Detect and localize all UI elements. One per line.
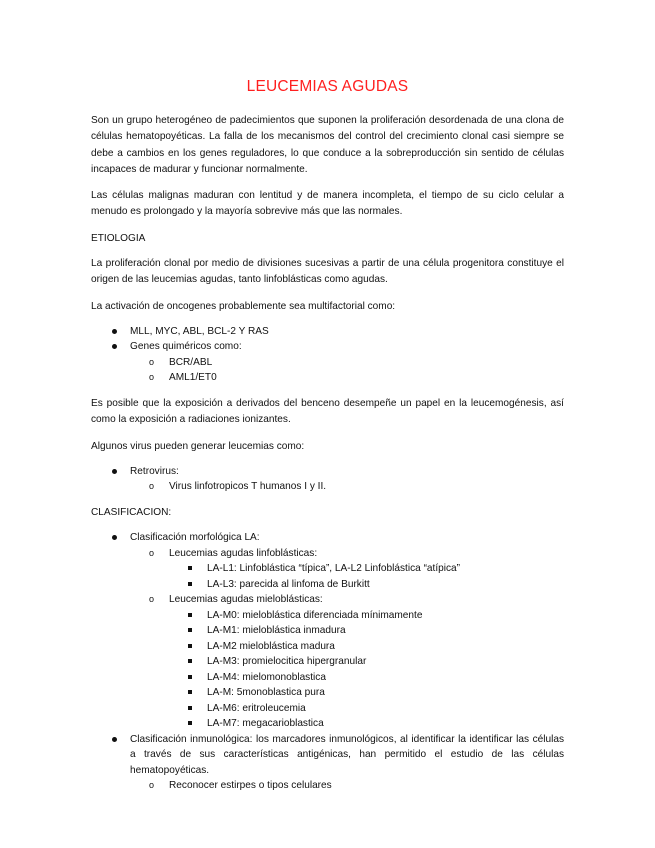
inmunologica-sublist <box>130 778 564 794</box>
list-item: o Virus linfotropicos T humanos I y II. <box>130 479 564 495</box>
list-item: LA-M6: eritroleucemia <box>169 701 564 717</box>
list-item-text: Genes quiméricos como: <box>130 341 242 353</box>
list-item <box>91 530 564 732</box>
list-item <box>91 464 564 495</box>
etiologia-paragraph: La proliferación clonal por medio de divisiones sucesivas a partir de una célula progenitora constituye el origen de las leucemias agudas, tanto linfoblásticas como agudas. <box>91 258 564 286</box>
list-item <box>91 339 564 386</box>
list-item: LA-M1: mieloblástica inmadura <box>169 623 564 639</box>
list-item: LA-L1: Linfoblástica “típica”, LA-L2 Linfoblástica “atípica” <box>169 561 564 577</box>
list-item-text: Clasificación morfológica LA: <box>130 532 260 544</box>
linfoblasticas-list <box>169 561 564 592</box>
list-item: o Reconocer estirpes o tipos celulares <box>130 778 564 794</box>
list-item-text: Clasificación inmunológica: los marcadores inmunológicos, al identificar la identificar las células a través de sus características antigénicas, han permitido el estudio de las células hematopoyéticas. <box>130 733 564 776</box>
benzene-paragraph: Es posible que la exposición a derivados del benceno desempeñe un papel en la leucemogénesis, así como la exposición a radiaciones ionizantes. <box>91 397 564 426</box>
oncogenes-list <box>91 324 564 386</box>
oncogenes-intro: La activación de oncogenes probablemente sea multifactorial como: <box>91 300 396 312</box>
list-item <box>91 732 564 794</box>
list-item: LA-M7: megacarioblastica <box>169 716 564 732</box>
list-item: LA-M0: mieloblástica diferenciada mínimamente <box>169 608 564 624</box>
list-item: o AML1/ET0 <box>130 370 564 386</box>
intro-paragraph: Son un grupo heterogéneo de padecimientos que suponen la proliferación desordenada de una clona de células hematopoyéticas. La falla de los mecanismos del control del crecimiento clonal casi siempre se debe a cambios en los genes reguladores, lo que conduce a la sobreproducción sin sentido de células incapaces de madurar y funcionar normalmente. <box>91 115 564 175</box>
morfologica-sublist <box>130 546 564 732</box>
virus-intro: Algunos virus pueden generar leucemias como: <box>91 440 305 452</box>
list-item-text: Leucemias agudas mieloblásticas: <box>169 594 323 606</box>
list-item: LA-L3: parecida al linfoma de Burkitt <box>169 577 564 593</box>
list-item: LA-M4: mielomonoblastica <box>169 670 564 686</box>
list-item-text: Leucemias agudas linfoblásticas: <box>169 547 318 559</box>
list-item-text: MLL, MYC, ABL, BCL-2 Y RAS <box>130 325 269 337</box>
retrovirus-list <box>130 479 564 495</box>
virus-list <box>91 464 564 495</box>
list-item-text: Retrovirus: <box>130 465 179 477</box>
mieloblasticas-list <box>169 608 564 732</box>
list-item <box>130 546 564 593</box>
list-item <box>91 324 564 340</box>
malignant-cells-paragraph: Las células malignas maduran con lentitud y de manera incompleta, el tiempo de su ciclo celular a menudo es prolongado y la mayoría sobrevive más que las normales. <box>91 190 564 218</box>
list-item: LA-M3: promielocitica hipergranular <box>169 654 564 670</box>
etiologia-heading: ETIOLOGIA <box>91 232 146 244</box>
clasificacion-list <box>91 530 564 794</box>
list-item: LA-M2 mieloblástica madura <box>169 639 564 655</box>
clasificacion-heading: CLASIFICACION: <box>91 506 172 518</box>
list-item <box>130 592 564 732</box>
document-title: LEUCEMIAS AGUDAS <box>246 78 409 95</box>
list-item: o BCR/ABL <box>130 355 564 371</box>
list-item: LA-M: 5monoblastica pura <box>169 685 564 701</box>
chimeric-genes-list <box>130 355 564 386</box>
